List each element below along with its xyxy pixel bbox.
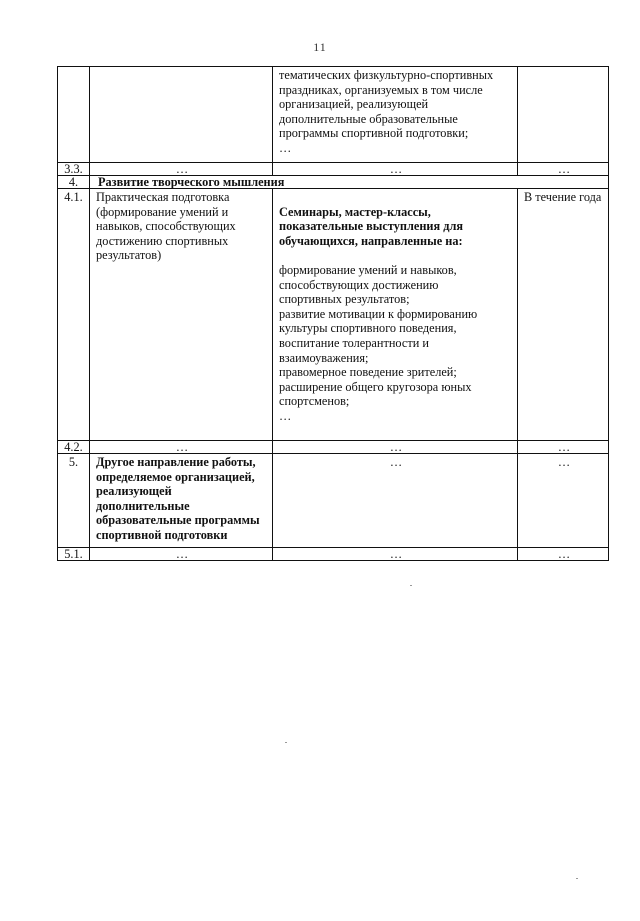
cell-event: Практическая подготовка (формирование умений и навыков, способствующих достижению спортивных результатов): [90, 189, 273, 441]
cell-dates: [518, 67, 609, 163]
scan-speck: [285, 742, 287, 743]
table-row-4-2: [58, 441, 609, 454]
cell-continuation-text: тематических физкультурно-спортивных праздниках, организуемых в том числе организацией, реализующей дополнительные образовательные программы спортивной подготовки; …: [273, 67, 518, 163]
content-heading: Семинары, мастер-классы, показательные выступления для обучающихся, направленные на:: [279, 204, 464, 248]
cell-ellipsis: …: [273, 548, 518, 561]
cell-ellipsis: …: [90, 548, 273, 561]
table-row-3-3: [58, 163, 609, 176]
cell-num: [58, 67, 90, 163]
section-title: Развитие творческого мышления: [90, 176, 609, 189]
cell-ellipsis: …: [273, 441, 518, 454]
cell-ellipsis: …: [273, 163, 518, 176]
cell-ellipsis: …: [90, 441, 273, 454]
content-text: формирование умений и навыков, способствующих достижению спортивных результатов; развитие мотивации к формированию культуры спортивного поведения, воспитание толерантности и взаимоуважения; правомерное поведение зрителей; расширение общего кругозора юных спортсменов; …: [279, 262, 478, 423]
scan-speck: [410, 585, 412, 586]
cell-content: [273, 189, 518, 441]
row-number: 5.1.: [58, 548, 90, 561]
page-number: 11: [313, 40, 327, 54]
row-number: 4.2.: [58, 441, 90, 454]
cell-ellipsis: …: [518, 454, 609, 548]
table-row-4-1: [58, 189, 609, 441]
row-number: 4.1.: [58, 189, 90, 441]
cell-ellipsis: …: [90, 163, 273, 176]
row-number: 5.: [58, 454, 90, 548]
plan-table: [57, 66, 609, 561]
section-title: Другое направление работы, определяемое организацией, реализующей дополнительные образовательные программы спортивной подготовки: [90, 454, 273, 548]
table-row-continuation: [58, 67, 609, 163]
row-number: 3.3.: [58, 163, 90, 176]
table-row-5-1: [58, 548, 609, 561]
table-row-section-4: [58, 176, 609, 189]
row-number: 4.: [58, 176, 90, 189]
cell-dates: В течение года: [518, 189, 609, 441]
table-row-section-5: [58, 454, 609, 548]
cell-ellipsis: …: [518, 548, 609, 561]
cell-ellipsis: …: [273, 454, 518, 548]
scan-speck: [576, 878, 578, 879]
cell-ellipsis: …: [518, 163, 609, 176]
cell-ellipsis: …: [518, 441, 609, 454]
cell-event: [90, 67, 273, 163]
